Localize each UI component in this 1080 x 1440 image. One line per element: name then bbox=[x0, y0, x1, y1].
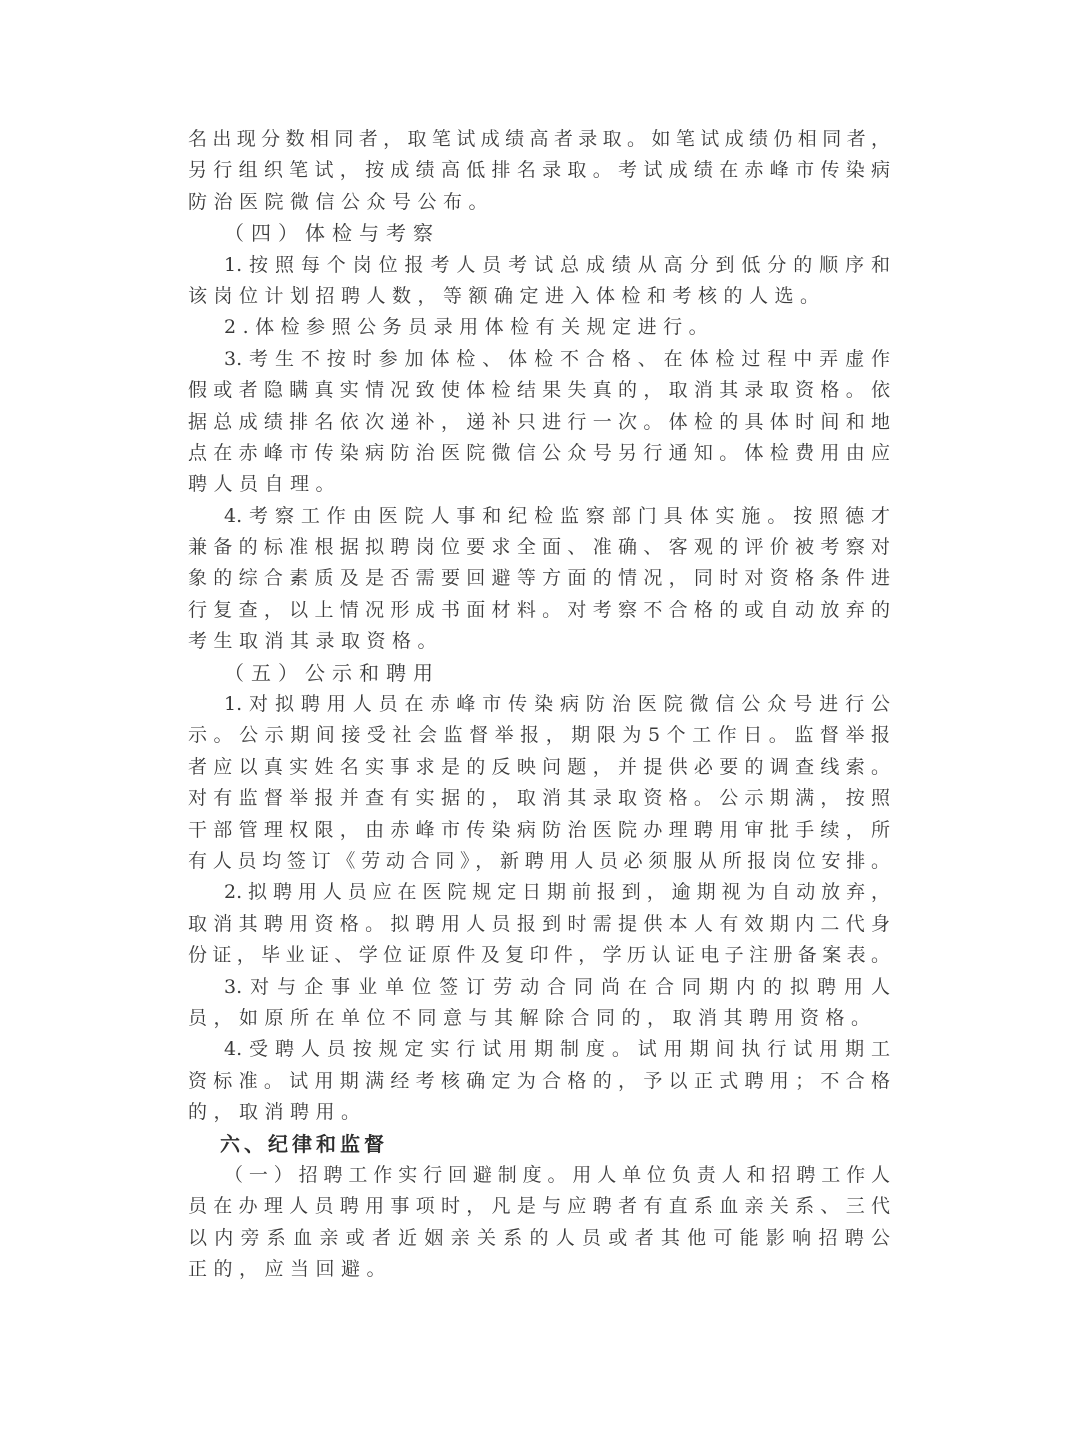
paragraph-line: 者应以真实姓名实事求是的反映问题，并提供必要的调查线索。 bbox=[188, 755, 890, 778]
paragraph-line: （一）招聘工作实行回避制度。用人单位负责人和招聘工作人 bbox=[224, 1163, 890, 1186]
paragraph-line: 象的综合素质及是否需要回避等方面的情况，同时对资格条件进 bbox=[188, 567, 890, 590]
paragraph-line: 行复查，以上情况形成书面材料。对考察不合格的或自动放弃的 bbox=[188, 598, 890, 621]
paragraph-line: 以内旁系血亲或者近姻亲关系的人员或者其他可能影响招聘公 bbox=[188, 1226, 890, 1249]
paragraph-line: 防治医院微信公众号公布。 bbox=[188, 190, 495, 213]
paragraph-line: 3.对与企事业单位签订劳动合同尚在合同期内的拟聘用人 bbox=[224, 975, 890, 998]
paragraph-line: 假或者隐瞒真实情况致使体检结果失真的，取消其录取资格。依 bbox=[188, 379, 890, 402]
paragraph-line: 2.拟聘用人员应在医院规定日期前报到，逾期视为自动放弃， bbox=[224, 881, 890, 904]
paragraph-line: 有人员均签订《劳动合同》，新聘用人员必须服从所报岗位安排。 bbox=[188, 849, 890, 872]
document-page bbox=[188, 124, 890, 1285]
section-heading-six: 六、纪律和监督 bbox=[220, 1131, 388, 1156]
paragraph-line: 4.考察工作由医院人事和纪检监察部门具体实施。按照德才 bbox=[224, 504, 890, 527]
paragraph-line: 的，取消聘用。 bbox=[188, 1101, 367, 1124]
paragraph-line: 示。公示期间接受社会监督举报，期限为5个工作日。监督举报 bbox=[188, 724, 890, 747]
paragraph-line: 份证，毕业证、学位证原件及复印件，学历认证电子注册备案表。 bbox=[188, 944, 890, 967]
paragraph-line: 聘人员自理。 bbox=[188, 473, 342, 496]
paragraph-line: 4.受聘人员按规定实行试用期制度。试用期间执行试用期工 bbox=[224, 1038, 890, 1061]
subsection-heading-four: （四）体检与考察 bbox=[224, 221, 440, 246]
paragraph-line: 点在赤峰市传染病防治医院微信公众号另行通知。体检费用由应 bbox=[188, 441, 890, 464]
paragraph-line: 另行组织笔试，按成绩高低排名录取。考试成绩在赤峰市传染病 bbox=[188, 159, 890, 182]
paragraph-line: 正的，应当回避。 bbox=[188, 1258, 393, 1281]
paragraph-line: 兼备的标准根据拟聘岗位要求全面、准确、客观的评价被考察对 bbox=[188, 536, 890, 559]
paragraph-line: 考生取消其录取资格。 bbox=[188, 630, 444, 653]
paragraph-line: 对有监督举报并查有实据的，取消其录取资格。公示期满，按照 bbox=[188, 787, 890, 810]
paragraph-line: 3.考生不按时参加体检、体检不合格、在体检过程中弄虚作 bbox=[224, 347, 890, 370]
paragraph-line: 名出现分数相同者，取笔试成绩高者录取。如笔试成绩仍相同者， bbox=[188, 128, 890, 150]
paragraph-line: 2.体检参照公务员录用体检有关规定进行。 bbox=[224, 316, 715, 339]
subsection-heading-five: （五）公示和聘用 bbox=[224, 660, 440, 685]
paragraph-line: 1.对拟聘用人员在赤峰市传染病防治医院微信公众号进行公 bbox=[224, 693, 890, 716]
paragraph-line: 员在办理人员聘用事项时，凡是与应聘者有直系血亲关系、三代 bbox=[188, 1195, 890, 1218]
paragraph-line: 取消其聘用资格。拟聘用人员报到时需提供本人有效期内二代身 bbox=[188, 912, 890, 935]
paragraph-line: 干部管理权限，由赤峰市传染病防治医院办理聘用审批手续，所 bbox=[188, 818, 890, 841]
paragraph-line: 资标准。试用期满经考核确定为合格的，予以正式聘用；不合格 bbox=[188, 1069, 890, 1092]
paragraph-line: 该岗位计划招聘人数，等额确定进入体检和考核的人选。 bbox=[188, 284, 826, 307]
paragraph-line: 据总成绩排名依次递补，递补只进行一次。体检的具体时间和地 bbox=[188, 410, 890, 433]
paragraph-line: 1.按照每个岗位报考人员考试总成绩从高分到低分的顺序和 bbox=[224, 253, 890, 276]
paragraph-line: 员，如原所在单位不同意与其解除合同的，取消其聘用资格。 bbox=[188, 1006, 877, 1029]
